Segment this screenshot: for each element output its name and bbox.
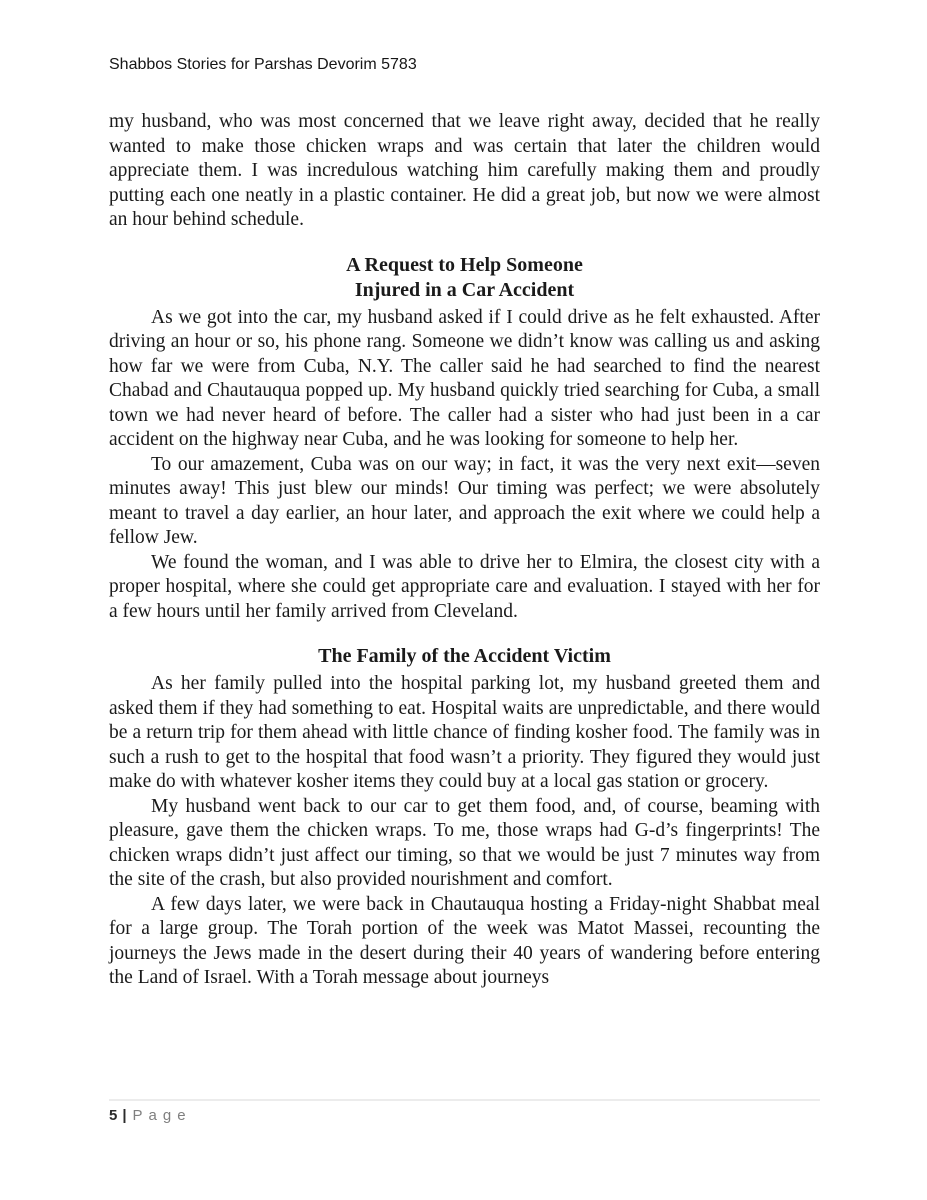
section-heading xyxy=(109,644,820,669)
footer-divider xyxy=(109,1099,820,1101)
section-heading xyxy=(109,253,820,303)
section-heading-line: The Family of the Accident Victim xyxy=(318,645,611,667)
document-footer xyxy=(109,1106,820,1125)
footer-page-label: Page xyxy=(132,1107,192,1124)
section-heading-line: Injured in a Car Accident xyxy=(354,278,575,301)
document-body xyxy=(109,110,820,991)
paragraph: my husband, who was most concerned that we leave right away, decided that he really wanted to make those chicken wraps and was certain that later the children would appreciate them. I was incredulous watching him carefully making them and proudly putting each one neatly in a plastic container. He did a great job, but now we were almost an hour behind schedule. xyxy=(109,111,820,230)
document-header: Shabbos Stories for Parshas Devorim 5783 xyxy=(109,56,417,73)
paragraph: As her family pulled into the hospital parking lot, my husband greeted them and asked them if they had something to eat. Hospital waits are unpredictable, and there would be a return trip for them ahead with little chance of finding kosher food. The family was in such a rush to get to the hospital that food wasn’t a priority. They figured they would just make do with whatever kosher items they could buy at a local gas station or grocery. xyxy=(109,673,820,792)
footer-separator: | xyxy=(122,1107,127,1124)
paragraph: A few days later, we were back in Chautauqua hosting a Friday-night Shabbat meal for a large group. The Torah portion of the week was Matot Massei, recounting the journeys the Jews made in the desert during their 40 years of wandering before entering the Land of Israel. With a Torah message about journeys xyxy=(109,893,820,988)
paragraph: My husband went back to our car to get them food, and, of course, beaming with pleasure, gave them the chicken wraps. To me, those wraps had G-d’s fingerprints! The chicken wraps didn’t just affect our timing, so that we would be just 7 minutes way from the site of the crash, but also provided nourishment and comfort. xyxy=(109,795,820,890)
page-number: 5 xyxy=(109,1107,118,1124)
paragraph: We found the woman, and I was able to drive her to Elmira, the closest city with a proper hospital, where she could get appropriate care and evaluation. I stayed with her for a few hours until her family arrived from Cleveland. xyxy=(109,551,820,622)
section-heading-line: A Request to Help Someone xyxy=(346,253,583,276)
paragraph: To our amazement, Cuba was on our way; in fact, it was the very next exit—seven minutes away! This just blew our minds! Our timing was perfect; we were absolutely meant to travel a day earlier, an hour later, and approach the exit where we could help a fellow Jew. xyxy=(109,453,820,548)
paragraph: As we got into the car, my husband asked if I could drive as he felt exhausted. After driving an hour or so, his phone rang. Someone we didn’t know was calling us and asking how far we were from Cuba, N.Y. The caller said he had searched to find the nearest Chabad and Chautauqua popped up. My husband quickly tried searching for Cuba, a small town we had never heard of before. The caller had a sister who had just been in a car accident on the highway near Cuba, and he was looking for someone to help her. xyxy=(109,306,820,450)
